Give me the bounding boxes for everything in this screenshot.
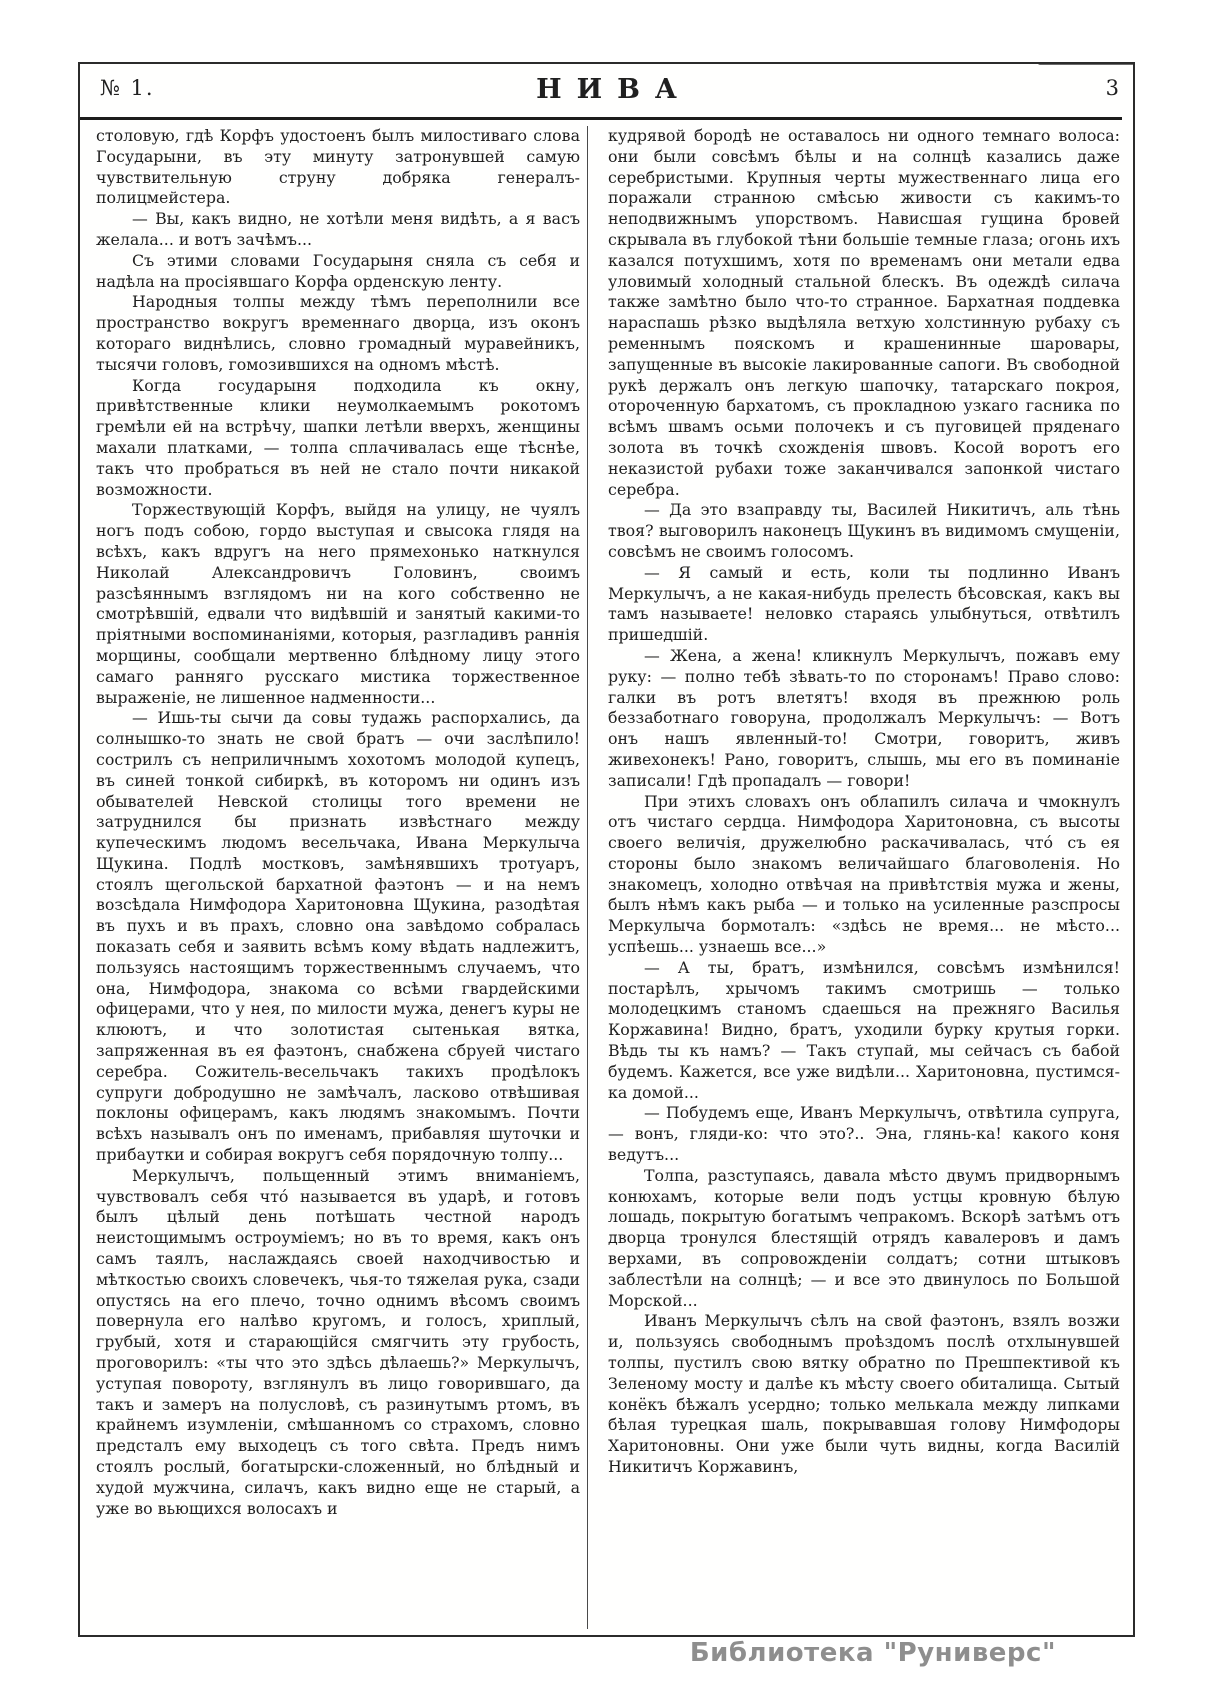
- paragraph: кудрявой бородѣ не оставалось ни одного темнаго волоса: они были совсѣмъ бѣлы и на солнцѣ казались даже серебристыми. Крупныя черты мужественнаго лица его поражали странною смѣсью живости съ какимъ-то неподвижнымъ упорствомъ. Нависшая гущина бровей скрывала въ глубокой тѣни большіе темные глаза; огонь ихъ казался потухшимъ, хотя по временамъ они метали едва уловимый холодный стальной блескъ. Въ одеждѣ силача также замѣтно было что-то странное. Бархатная поддевка нараспашь рѣзко выдѣляла ветхую холстинную рубаху съ ременнымъ пояскомъ и крашенинные шаровары, запущенные въ высокіе лакированные сапоги. Въ свободной рукѣ держалъ онъ легкую шапочку, татарскаго покроя, отороченную бархатомъ, съ прокладною узкаго гасника по всѣмъ швамъ осьми полочекъ и съ пуговицей пряденаго золота въ точкѣ схожденія швовъ. Косой воротъ его неказистой рубахи тоже заканчивался запонкой чистаго серебра.: [608, 126, 1120, 499]
- library-watermark: Библиотека "Руниверс": [689, 1638, 1056, 1668]
- journal-title: НИВА: [536, 74, 692, 105]
- paragraph: — Жена, а жена! кликнулъ Меркулычъ, пожавъ ему руку: — полно тебѣ зѣвать-то по сторонамъ! Право слово: галки въ ротъ влетятъ! входя въ прежнюю роль беззаботнаго говоруна, продолжалъ Меркулычъ: — Вотъ онъ нашъ явленный-то! Смотри, говоритъ, живъ живехонекъ! Рано, говоритъ, слышь, мы его въ поминаніе записали! Гдѣ пропадалъ — говори!: [608, 645, 1120, 790]
- masthead: [80, 64, 1133, 117]
- paragraph: Толпа, разступаясь, давала мѣсто двумъ придворнымъ конюхамъ, которые вели подъ устцы кровную бѣлую лошадь, покрытую богатымъ чепракомъ. Вскорѣ затѣмъ отъ дворца тронулся блестящій отрядъ кавалеровъ и дамъ верхами, въ сопровожденіи солдатъ; сотни штыковъ заблестѣли на солнцѣ; — и все это двинулось по Большой Морской...: [608, 1165, 1120, 1310]
- paragraph: — Вы, какъ видно, не хотѣли меня видѣть, а я васъ желала... и вотъ зачѣмъ...: [96, 209, 580, 249]
- paragraph: Народныя толпы между тѣмъ переполнили все пространство вокругъ временнаго дворца, изъ оконъ котораго виднѣлись, словно громадный муравейникъ, тысячи головъ, гомозившихся на одномъ мѣстѣ.: [96, 292, 580, 374]
- page-number: 3: [1105, 76, 1119, 100]
- paragraph: — А ты, братъ, измѣнился, совсѣмъ измѣнился! постарѣлъ, хрычомъ такимъ смотришь — только молодецкимъ станомъ сдаешься на прежняго Василья Коржавина! Видно, братъ, уходили бурку крутыя горки. Вѣдь ты къ намъ? — Такъ ступай, мы сейчасъ съ бабой будемъ. Кажется, все уже видѣли... Харитоновна, пустимся-ка домой...: [608, 957, 1120, 1102]
- issue-number: № 1.: [100, 76, 155, 100]
- column-divider: [587, 126, 588, 1629]
- paragraph: столовую, гдѣ Корфъ удостоенъ былъ милостиваго слова Государыни, въ эту минуту затронувшей самую чувствительную струну добряка генералъ-полицмейстера.: [96, 126, 580, 208]
- paragraph: Когда государыня подходила къ окну, привѣтственные клики неумолкаемымъ рокотомъ гремѣли ей на встрѣчу, шапки летѣли вверхъ, женщины махали платками, — толпа сплачивалась еще тѣснѣе, такъ что пробраться въ ней не стало почти никакой возможности.: [96, 375, 580, 499]
- paragraph: — Я самый и есть, коли ты подлинно Иванъ Меркулычъ, а не какая-нибудь прелесть бѣсовская, какъ вы тамъ называете! неловко стараясь улыбнуться, отвѣтилъ пришедшій.: [608, 562, 1120, 645]
- scan-artifact: [1038, 62, 1134, 65]
- paragraph: Меркулычъ, польщенный этимъ вниманіемъ, чувствовалъ себя чтó называется въ ударѣ, и готовъ былъ цѣлый день потѣшать честной народъ неистощимымъ остроуміемъ; но въ то время, какъ онъ самъ таялъ, наслаждаясь своей находчивостью и мѣткостью своихъ словечекъ, чья-то тяжелая рука, сзади опустясь на его плечо, точно однимъ вѣсомъ своимъ повернула его налѣво кругомъ, и голосъ, хриплый, грубый, хотя и старающійся смягчить эту грубость, проговорилъ: «ты что это здѣсь дѣлаешь?» Меркулычъ, уступая повороту, взглянулъ въ лицо говорившаго, да такъ и замеръ на полусловѣ, съ разинутымъ ртомъ, въ крайнемъ изумленіи, смѣшанномъ со страхомъ, словно предсталъ ему выходецъ съ того свѣта. Предъ нимъ стоялъ рослый, богатырски-сложенный, но блѣдный и худой мужчина, силачъ, какъ видно еще не старый, а уже во вьющихся волосахъ и: [96, 1165, 580, 1518]
- header-rule: [80, 117, 1122, 120]
- paragraph: Иванъ Меркулычъ сѣлъ на свой фаэтонъ, взялъ возжи и, пользуясь свободнымъ проѣздомъ послѣ отхлынувшей толпы, пустилъ свою вятку обратно по Прешпективой къ Зеленому мосту и далѣе къ мѣсту своего обиталища. Сытый конёкъ бѣжалъ усердно; только мелькала между липками бѣлая турецкая шаль, покрывавшая голову Нимфодоры Харитоновны. Они уже были чуть видны, когда Василій Никитичъ Коржавинъ,: [608, 1311, 1120, 1476]
- paragraph: Торжествующій Корфъ, выйдя на улицу, не чуялъ ногъ подъ собою, гордо выступая и свысока глядя на всѣхъ, какъ вдругъ на него прямехонько наткнулся Николай Александровичъ Головинъ, своимъ разсѣяннымъ взглядомъ ни на кого собственно не смотрѣвшій, едвали что видѣвшій и занятый какими-то пріятными воспоминаніями, которыя, разгладивъ раннія морщины, сообщали мертвенно блѣдному лицу этого самаго ранняго русскаго мистика торжественное выраженіе, не лишенное надменности...: [96, 500, 580, 707]
- paragraph: Съ этими словами Государыня сняла съ себя и надѣла на просіявшаго Корфа орденскую ленту.: [96, 250, 580, 291]
- left-column: [96, 126, 580, 1629]
- paragraph: При этихъ словахъ онъ облапилъ силача и чмокнулъ отъ чистаго сердца. Нимфодора Харитоновна, съ высоты своего величія, дружелюбно раскачивалась, чтó съ ея стороны было знакомъ величайшаго благоволенія. Но знакомецъ, холодно отвѣчая на привѣтствія мужа и жены, былъ нѣмъ какъ рыба — и только на усиленные разспросы Меркулыча бормоталъ: «здѣсь не время... не мѣсто... успѣешь... узнаешь все...»: [608, 791, 1120, 957]
- scanned-page: [78, 62, 1135, 1637]
- paragraph: — Ишь-ты сычи да совы тудажь распорхались, да солнышко-то знать не свой братъ — очи заслѣпило! сострилъ съ неприличнымъ хохотомъ молодой купецъ, въ синей тонкой сибиркѣ, въ которомъ ни одинъ изъ обывателей Невской столицы того времени не затруднился бы признать извѣстнаго между купеческимъ людомъ весельчака, Ивана Меркулыча Щукина. Подлѣ мостковъ, замѣнявшихъ тротуаръ, стоялъ щегольской бархатной фаэтонъ — и на немъ возсѣдала Нимфодора Харитоновна Щукина, разодѣтая въ пухъ и въ прахъ, словно она завѣдомо собралась показать себя и заявить всѣмъ кому вѣдать надлежитъ, пользуясь настоящимъ торжественнымъ случаемъ, что она, Нимфодора, знакома со всѣми гвардейскими офицерами, что у нея, по милости мужа, денегъ куры не клюютъ, и что золотистая сытенькая вятка, запряженная въ ея фаэтонъ, снабжена сбруей чистаго серебра. Сожитель-весельчакъ такихъ продѣлокъ супруги добродушно не замѣчалъ, ласково отвѣшивая поклоны офицерамъ, какъ людямъ знакомымъ. Почти всѣхъ называлъ онъ по именамъ, прибавляя шуточки и прибаутки и собирая вокругъ себя порядочную толпу...: [96, 708, 580, 1165]
- text-columns: [80, 126, 1133, 1629]
- paragraph: — Побудемъ еще, Иванъ Меркулычъ, отвѣтила супруга, — вонъ, гляди-ко: что это?.. Эна, глянь-ка! какого коня ведутъ...: [608, 1103, 1120, 1165]
- paragraph: — Да это взаправду ты, Василей Никитичъ, аль тѣнь твоя? выговорилъ наконецъ Щукинъ въ видимомъ смущеніи, совсѣмъ не своимъ голосомъ.: [608, 500, 1120, 561]
- right-column: [608, 126, 1120, 1629]
